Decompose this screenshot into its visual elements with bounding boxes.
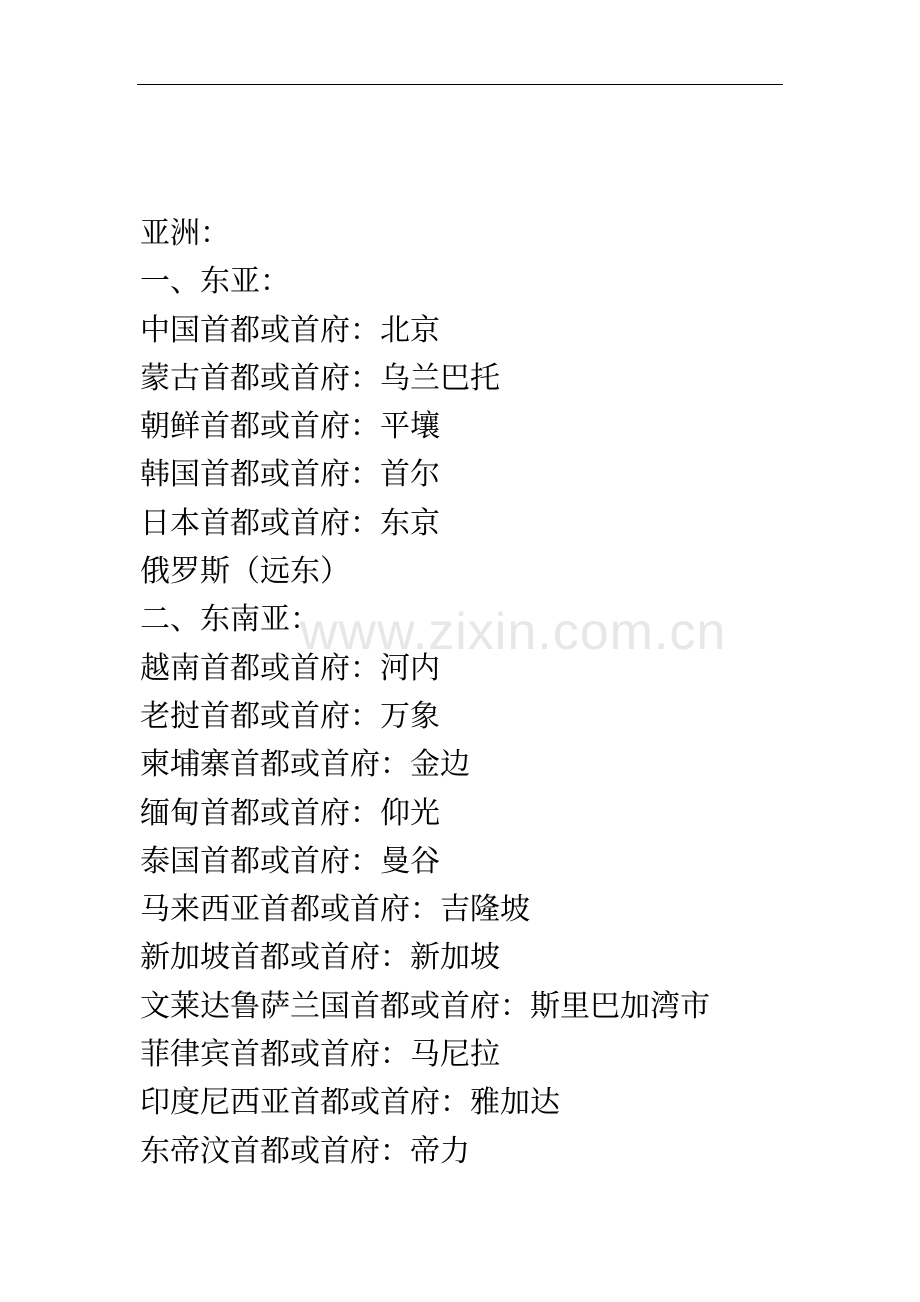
list-item: 新加坡首都或首府：新加坡 bbox=[140, 940, 500, 976]
list-item: 俄罗斯（远东） bbox=[140, 554, 350, 590]
list-item: 朝鲜首都或首府：平壤 bbox=[140, 409, 440, 445]
document-body bbox=[140, 210, 840, 1176]
header-rule bbox=[137, 84, 783, 85]
list-item: 缅甸首都或首府：仰光 bbox=[140, 795, 440, 831]
list-item: 柬埔寨首都或首府：金边 bbox=[140, 747, 470, 783]
section-east-asia: 一、东亚： bbox=[140, 264, 290, 300]
watermark: www.zixin.com.cn bbox=[300, 603, 727, 661]
heading-asia: 亚洲： bbox=[140, 216, 230, 251]
list-item: 中国首都或首府：北京 bbox=[140, 312, 440, 348]
list-item: 泰国首都或首府：曼谷 bbox=[140, 843, 440, 879]
list-item: 马来西亚首都或首府：吉隆坡 bbox=[140, 892, 530, 928]
list-item: 日本首都或首府：东京 bbox=[140, 505, 440, 541]
list-item: 蒙古首都或首府：乌兰巴托 bbox=[140, 360, 500, 396]
list-item: 文莱达鲁萨兰国首都或首府：斯里巴加湾市 bbox=[140, 988, 710, 1024]
list-item: 菲律宾首都或首府：马尼拉 bbox=[140, 1037, 500, 1073]
list-item: 越南首都或首府：河内 bbox=[140, 650, 440, 686]
list-item: 印度尼西亚首都或首府：雅加达 bbox=[140, 1085, 560, 1121]
list-item: 东帝汶首都或首府：帝力 bbox=[140, 1133, 470, 1169]
list-item: 老挝首都或首府：万象 bbox=[140, 698, 440, 734]
section-southeast-asia: 二、东南亚： bbox=[140, 602, 320, 638]
list-item: 韩国首都或首府：首尔 bbox=[140, 457, 440, 493]
